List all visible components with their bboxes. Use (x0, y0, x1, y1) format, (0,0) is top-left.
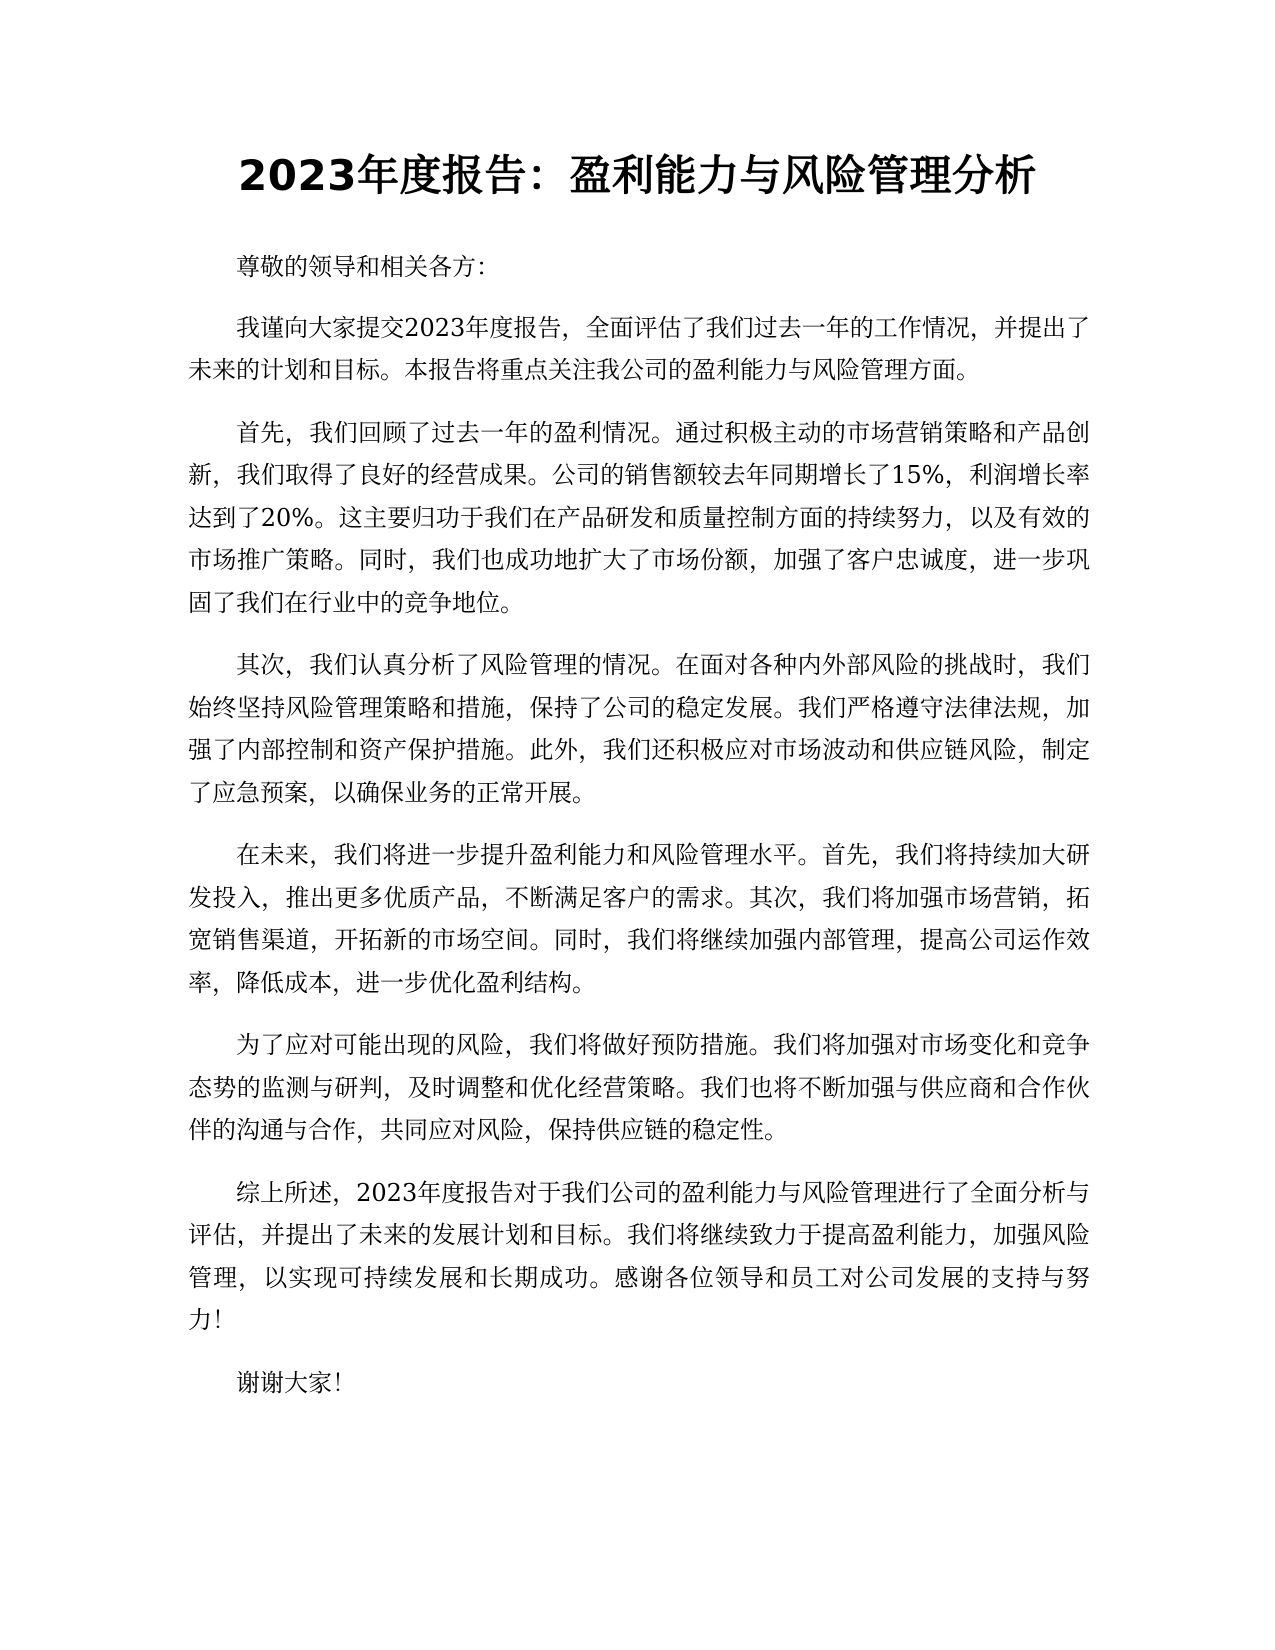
salutation: 尊敬的领导和相关各方： (236, 253, 500, 281)
paragraph-risk-management: 其次，我们认真分析了风险管理的情况。在面对各种内外部风险的挑战时，我们始终坚持风险管理策略和措施，保持了公司的稳定发展。我们严格遵守法律法规，加强了内部控制和资产保护措施。此外，我们还积极应对市场波动和供应链风险，制定了应急预案，以确保业务的正常开展。 (188, 651, 1090, 807)
paragraph-future-plans: 在未来，我们将进一步提升盈利能力和风险管理水平。首先，我们将持续加大研发投入，推出更多优质产品，不断满足客户的需求。其次，我们将加强市场营销，拓宽销售渠道，开拓新的市场空间。同时，我们将继续加强内部管理，提高公司运作效率，降低成本，进一步优化盈利结构。 (188, 841, 1090, 997)
paragraph-intro: 我谨向大家提交2023年度报告，全面评估了我们过去一年的工作情况，并提出了未来的计划和目标。本报告将重点关注我公司的盈利能力与风险管理方面。 (188, 313, 1090, 384)
paragraph-profitability: 首先，我们回顾了过去一年的盈利情况。通过积极主动的市场营销策略和产品创新，我们取得了良好的经营成果。公司的销售额较去年同期增长了15%，利润增长率达到了20%。这主要归功于我们在产品研发和质量控制方面的持续努力，以及有效的市场推广策略。同时，我们也成功地扩大了市场份额，加强了客户忠诚度，进一步巩固了我们在行业中的竞争地位。 (188, 418, 1090, 617)
paragraph-summary: 综上所述，2023年度报告对于我们公司的盈利能力与风险管理进行了全面分析与评估，并提出了未来的发展计划和目标。我们将继续致力于提高盈利能力，加强风险管理，以实现可持续发展和长期成功。感谢各位领导和员工对公司发展的支持与努力！ (188, 1178, 1090, 1334)
paragraph-risk-prevention: 为了应对可能出现的风险，我们将做好预防措施。我们将加强对市场变化和竞争态势的监测与研判，及时调整和优化经营策略。我们也将不断加强与供应商和合作伙伴的沟通与合作，共同应对风险，保持供应链的稳定性。 (188, 1031, 1090, 1144)
document-body (188, 246, 1090, 1424)
document-title: 2023年度报告：盈利能力与风险管理分析 (238, 151, 1037, 200)
closing: 谢谢大家！ (236, 1368, 356, 1397)
